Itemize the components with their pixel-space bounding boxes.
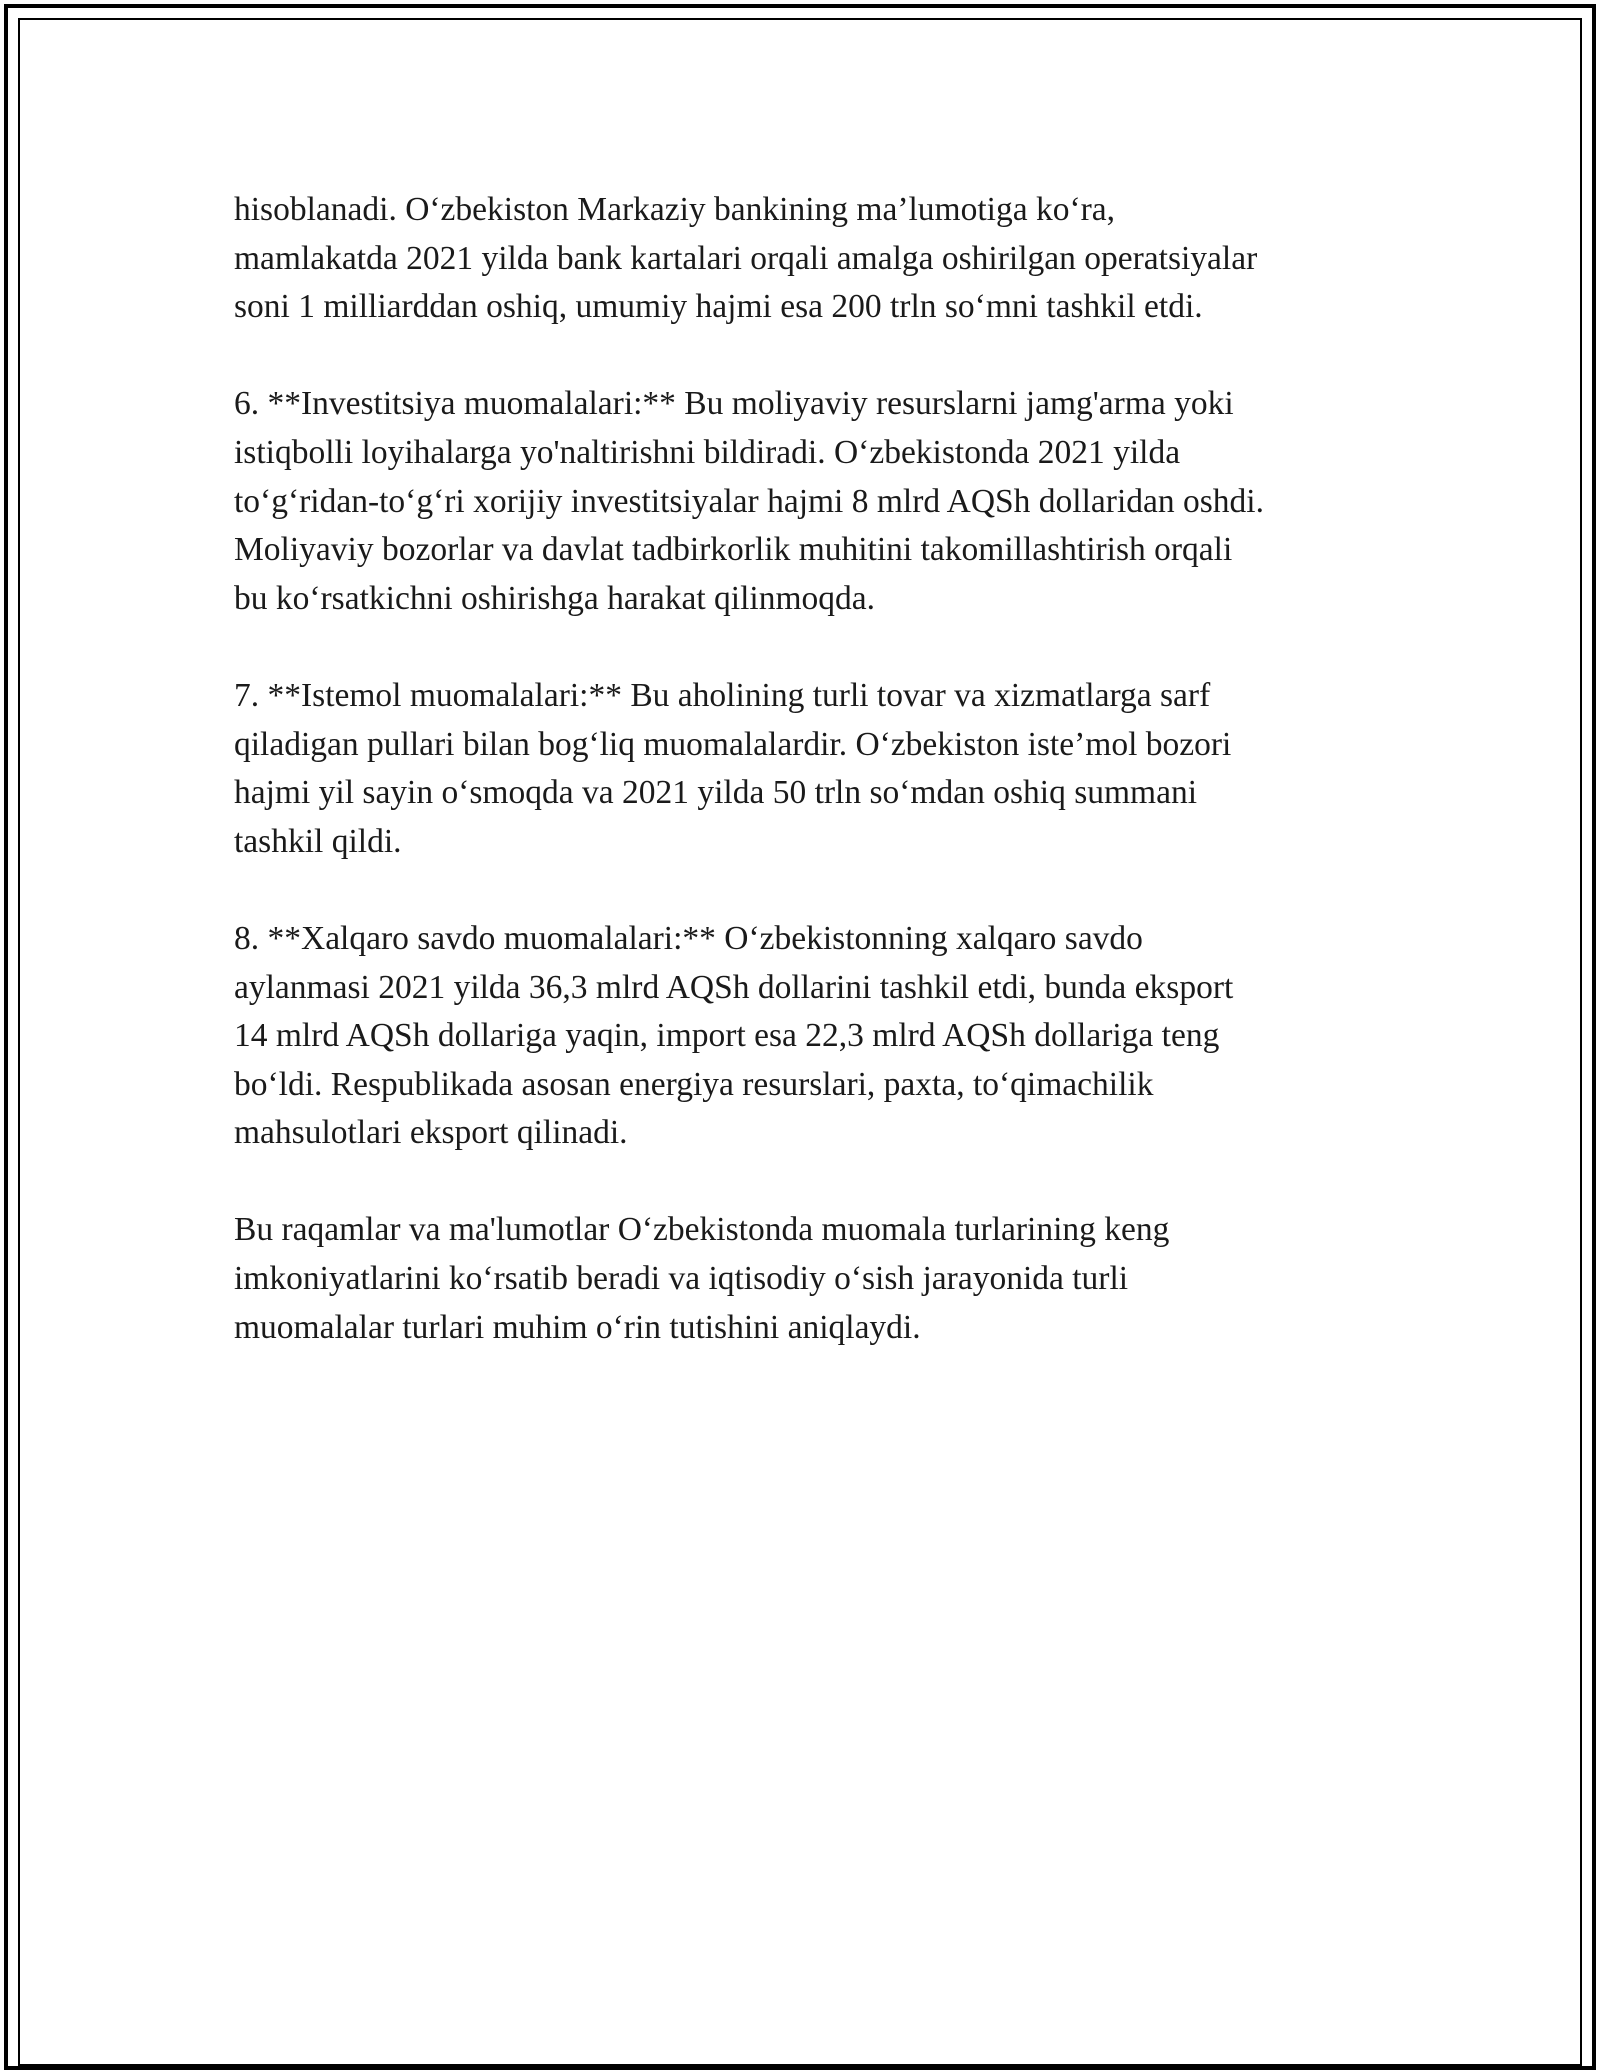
text-line: muomalalar turlari muhim o‘rin tutishini aniqlaydi. <box>234 1308 921 1346</box>
text-line: soni 1 milliarddan oshiq, umumiy hajmi esa 200 trln so‘mni tashkil etdi. <box>234 288 1203 326</box>
text-line: 6. **Investitsiya muomalalari:** Bu moliyaviy resurslarni jamg'arma yoki <box>234 385 1234 423</box>
text-line: hisoblanadi. O‘zbekiston Markaziy bankining ma’lumotiga ko‘ra, <box>234 191 1116 228</box>
text-line: aylanmasi 2021 yilda 36,3 mlrd AQSh dollarini tashkil etdi, bunda eksport <box>234 968 1234 1006</box>
text-line: 14 mlrd AQSh dollariga yaqin, import esa 22,3 mlrd AQSh dollariga teng <box>234 1017 1220 1055</box>
text-line: imkoniyatlarini ko‘rsatib beradi va iqtisodiy o‘sish jarayonida turli <box>234 1260 1129 1298</box>
text-line: mamlakatda 2021 yilda bank kartalari orqali amalga oshirilgan operatsiyalar <box>234 239 1258 277</box>
text-line: mahsulotlari eksport qilinadi. <box>234 1114 628 1152</box>
text-line: istiqbolli loyihalarga yo'naltirishni bildiradi. O‘zbekistonda 2021 yilda <box>234 433 1181 471</box>
text-line: Bu raqamlar va ma'lumotlar O‘zbekistonda muomala turlarining keng <box>234 1211 1170 1249</box>
paragraph-card-operations <box>234 186 1384 332</box>
paragraph-conclusion <box>234 1206 1384 1352</box>
text-line: to‘g‘ridan-to‘g‘ri xorijiy investitsiyalar hajmi 8 mlrd AQSh dollaridan oshdi. <box>234 482 1264 520</box>
text-line: bu ko‘rsatkichni oshirishga harakat qilinmoqda. <box>234 579 876 617</box>
text-line: tashkil qildi. <box>234 822 402 860</box>
document-body <box>234 186 1384 1401</box>
text-line: qiladigan pullari bilan bog‘liq muomalalardir. O‘zbekiston iste’mol bozori <box>234 725 1232 763</box>
paragraph-foreign-trade <box>234 915 1384 1158</box>
paragraph-consumption <box>234 672 1384 866</box>
paragraph-investment <box>234 380 1384 623</box>
text-line: 8. **Xalqaro savdo muomalalari:** O‘zbekistonning xalqaro savdo <box>234 919 1143 957</box>
text-line: bo‘ldi. Respublikada asosan energiya resurslari, paxta, to‘qimachilik <box>234 1065 1154 1103</box>
text-line: 7. **Istemol muomalalari:** Bu aholining turli tovar va xizmatlarga sarf <box>234 676 1211 714</box>
text-line: hajmi yil sayin o‘smoqda va 2021 yilda 50 trln so‘mdan oshiq summani <box>234 774 1198 812</box>
text-line: Moliyaviy bozorlar va davlat tadbirkorlik muhitini takomillashtirish orqali <box>234 531 1233 569</box>
